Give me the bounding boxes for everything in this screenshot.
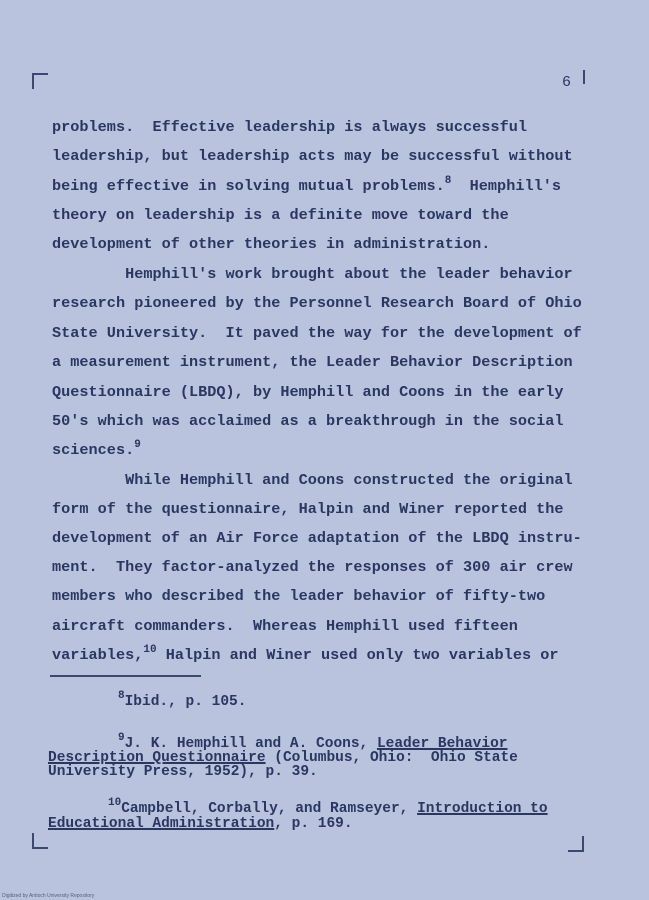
body-line-with-ref	[52, 440, 141, 462]
body-line-tail: Halpin and Winer used only two variables or	[156, 646, 559, 664]
footnote-ref-9: 9	[134, 439, 141, 451]
body-line: aircraft commanders. Whereas Hemphill used fifteen	[52, 617, 518, 635]
crop-mark-top-left	[32, 73, 48, 89]
footnote-ref-10: 10	[143, 644, 157, 656]
footnote-title: Educational Administration	[48, 816, 275, 832]
footnote-text: Ibid., p. 105.	[124, 694, 247, 710]
body-line: development of other theories in administration.	[52, 235, 491, 253]
body-line: State University. It paved the way for the development of	[52, 324, 582, 342]
body-line: development of an Air Force adaptation of the LBDQ instru-	[52, 529, 582, 547]
footnote-9-line-3: University Press, 1952), p. 39.	[48, 764, 318, 780]
body-line-with-ref	[52, 645, 559, 667]
footnote-text: , p. 169.	[274, 816, 353, 832]
body-line: a measurement instrument, the Leader Behavior Description	[52, 353, 573, 371]
footnote-ref-8: 8	[444, 175, 452, 187]
body-line-tail: Hemphill's	[451, 177, 561, 195]
body-line: ment. They factor-analyzed the responses of 300 air crew	[52, 558, 573, 576]
body-line: leadership, but leadership acts may be successful without	[52, 147, 573, 165]
body-line-text: variables,	[52, 646, 144, 664]
body-line: research pioneered by the Personnel Research Board of Ohio	[52, 294, 582, 312]
footnote-separator	[50, 675, 201, 677]
footnote-title: Description Questionnaire	[48, 750, 266, 766]
crop-mark-bottom-right	[568, 836, 584, 852]
footnote-mark: 9	[118, 732, 125, 744]
footnote-10-line-2	[48, 816, 353, 832]
footnote-title: Leader Behavior	[376, 736, 508, 752]
body-line: Questionnaire (LBDQ), by Hemphill and Coons in the early	[52, 383, 564, 401]
footnote-text: J. K. Hemphill and A. Coons,	[124, 736, 377, 752]
repository-footer: Digitized by Antioch University Repository	[2, 893, 95, 899]
crop-mark-top-right	[569, 70, 585, 84]
body-line-text: sciences.	[52, 441, 135, 459]
body-line-with-ref	[52, 176, 561, 198]
page-number: 6	[562, 74, 572, 91]
body-line: problems. Effective leadership is always successful	[52, 118, 527, 136]
body-line: 50's which was acclaimed as a breakthrough in the social	[52, 412, 564, 430]
body-line: While Hemphill and Coons constructed the original	[52, 471, 573, 489]
crop-mark-bottom-left	[32, 833, 48, 849]
body-line: form of the questionnaire, Halpin and Winer reported the	[52, 500, 564, 518]
body-line: theory on leadership is a definite move toward the	[52, 206, 509, 224]
footnote-text: (Columbus, Ohio: Ohio State	[265, 750, 518, 766]
footnote-8	[118, 690, 247, 711]
body-line-text: being effective in solving mutual problems.	[52, 177, 445, 195]
body-line: members who described the leader behavior of fifty-two	[52, 587, 546, 605]
footnote-text: Campbell, Corbally, and Ramseyer,	[121, 801, 418, 817]
body-line: Hemphill's work brought about the leader behavior	[52, 265, 573, 283]
footnote-mark: 8	[118, 690, 125, 702]
footnote-mark: 10	[108, 797, 122, 809]
footnote-title: Introduction to	[417, 801, 548, 817]
